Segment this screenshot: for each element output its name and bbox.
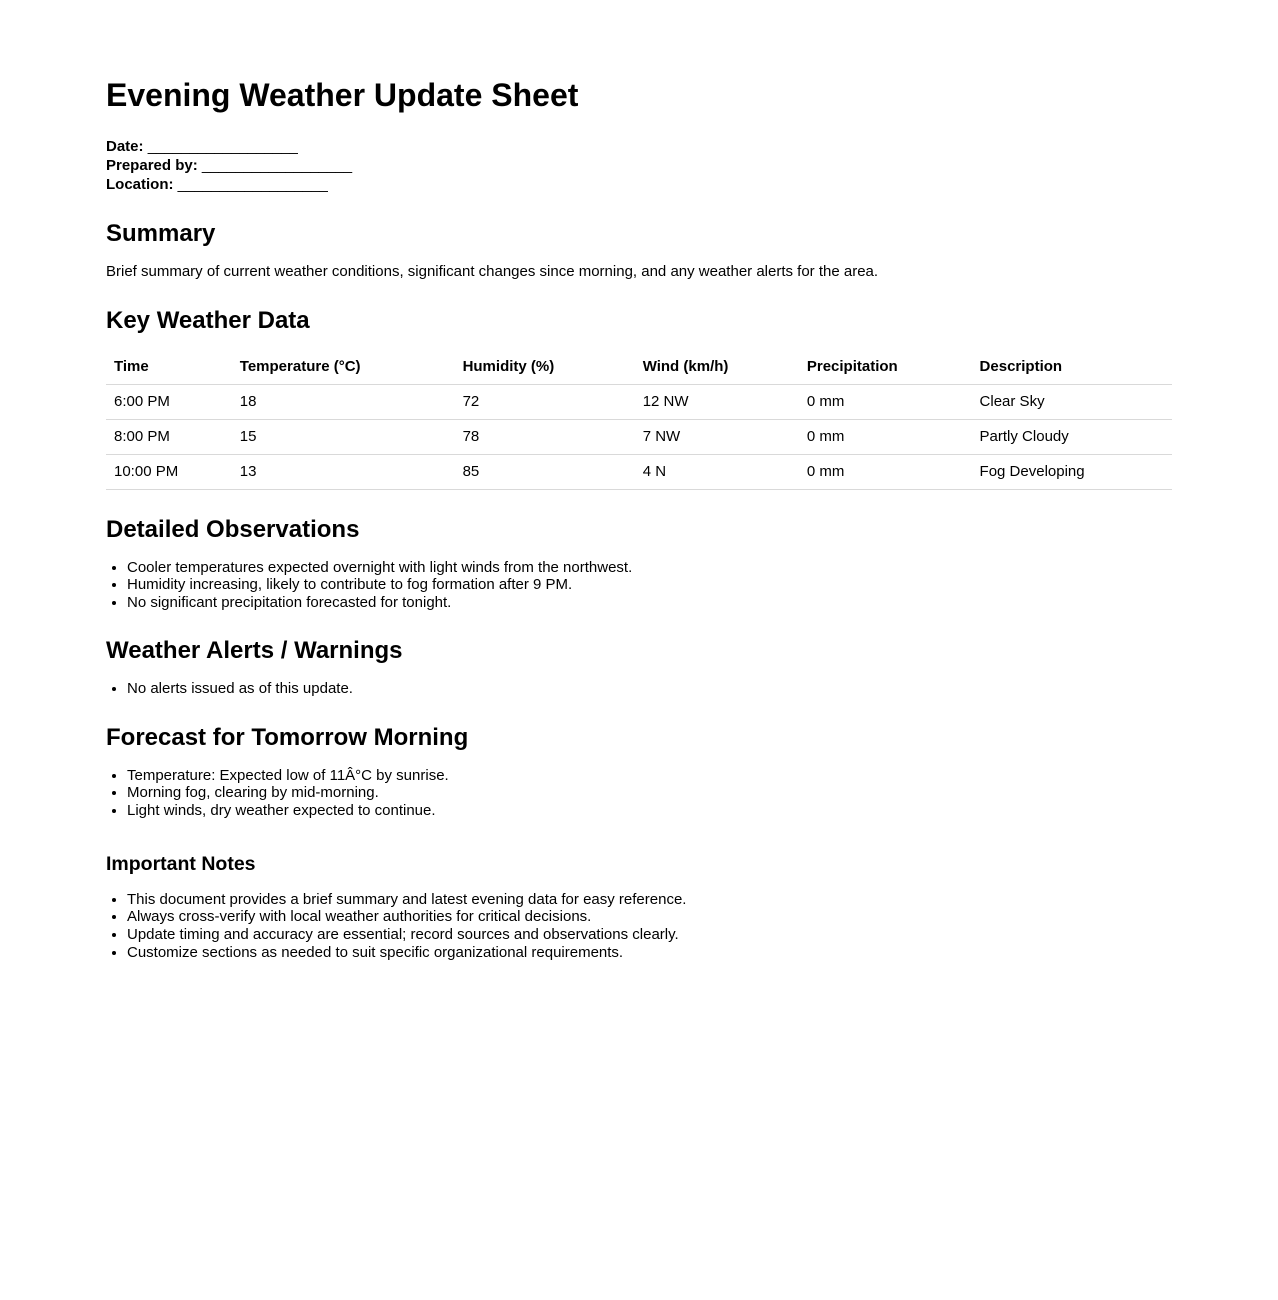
weather-data-table [106,350,1172,490]
list-item: • This document provides a brief summary and latest evening data for easy reference. [127,891,1172,909]
list-item: • Customize sections as needed to suit specific organizational requirements. [127,944,1172,962]
col-header-temperature: Temperature (°C) [232,350,455,385]
weather-alerts-heading: Weather Alerts / Warnings [106,637,403,665]
list-item: • Temperature: Expected low of 11Â°C by sunrise. [127,767,1172,785]
cell-precipitation: 0 mm [799,419,972,454]
list-item: • Humidity increasing, likely to contribute to fog formation after 9 PM. [127,576,1172,594]
table-header-row [106,350,1172,385]
cell-time: 6:00 PM [106,384,232,419]
cell-precipitation: 0 mm [799,454,972,489]
important-notes-heading: Important Notes [106,853,256,876]
list-item: • Morning fog, clearing by mid-morning. [127,784,1172,802]
meta-line-date [106,137,1172,156]
cell-description: Fog Developing [972,454,1172,489]
cell-precipitation: 0 mm [799,384,972,419]
col-header-precipitation: Precipitation [799,350,972,385]
table-row [106,419,1172,454]
weather-alerts-list [106,680,1172,698]
cell-description: Clear Sky [972,384,1172,419]
cell-time: 8:00 PM [106,419,232,454]
cell-humidity: 85 [455,454,635,489]
date-label: Date: [106,138,144,156]
meta-block [106,137,1172,194]
col-header-wind: Wind (km/h) [635,350,799,385]
location-label: Location: [106,176,174,194]
prepared-by-label: Prepared by: [106,157,198,175]
list-item: • No alerts issued as of this update. [127,680,1172,698]
date-blank: __________________ [147,138,298,156]
col-header-description: Description [972,350,1172,385]
forecast-heading: Forecast for Tomorrow Morning [106,723,469,751]
list-item: • Update timing and accuracy are essential; record sources and observations clearly. [127,926,1172,944]
summary-heading: Summary [106,220,216,248]
cell-humidity: 78 [455,419,635,454]
cell-humidity: 72 [455,384,635,419]
key-weather-data-heading: Key Weather Data [106,306,310,334]
prepared-by-blank: __________________ [201,157,353,175]
forecast-list [106,767,1172,820]
meta-line-prepared-by [106,156,1172,175]
list-item: • No significant precipitation forecasted for tonight. [127,594,1172,612]
col-header-humidity: Humidity (%) [455,350,635,385]
col-header-time: Time [106,350,232,385]
summary-text: Brief summary of current weather conditions, significant changes since morning, and any weather alerts for the area. [106,262,879,280]
cell-description: Partly Cloudy [972,419,1172,454]
cell-wind: 12 NW [635,384,799,419]
list-item: • Always cross-verify with local weather authorities for critical decisions. [127,908,1172,926]
detailed-observations-heading: Detailed Observations [106,515,360,543]
list-item: • Cooler temperatures expected overnight with light winds from the northwest. [127,559,1172,577]
cell-time: 10:00 PM [106,454,232,489]
cell-temperature: 15 [232,419,455,454]
detailed-observations-list [106,559,1172,612]
table-row [106,384,1172,419]
cell-temperature: 13 [232,454,455,489]
table-row [106,454,1172,489]
cell-wind: 7 NW [635,419,799,454]
page-title: Evening Weather Update Sheet [106,77,579,113]
cell-wind: 4 N [635,454,799,489]
list-item: • Light winds, dry weather expected to continue. [127,802,1172,820]
important-notes-list [106,891,1172,961]
meta-line-location [106,175,1172,194]
cell-temperature: 18 [232,384,455,419]
location-blank: __________________ [177,176,328,194]
